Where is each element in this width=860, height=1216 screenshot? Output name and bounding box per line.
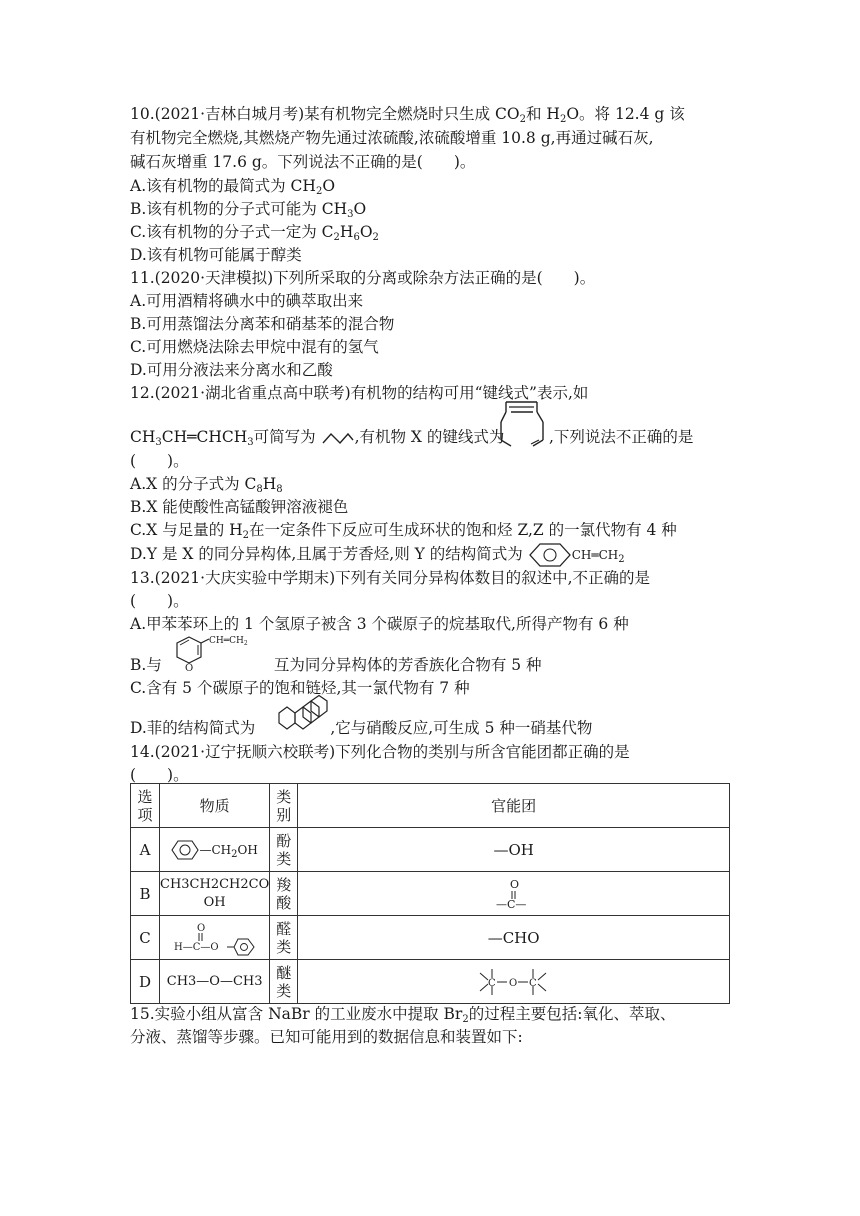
benzene-ring-icon	[171, 839, 199, 861]
q10-option-c: C.该有机物的分子式一定为 $C_2H_6O_2$	[130, 223, 379, 243]
q10-option-b: B.该有机物的分子式可能为 $CH_3O$	[130, 200, 367, 220]
q10-line3: 碱石灰增重 17.6 g。下列说法不正确的是( )。	[130, 153, 476, 171]
table-header-row	[131, 784, 730, 828]
q13-answer-paren: ( )。	[130, 592, 189, 610]
row-d-option: D	[131, 960, 160, 1004]
header-category: 类别	[270, 784, 298, 828]
row-a-option: A	[131, 828, 160, 872]
q12-option-b: B.X 能使酸性高锰酸钾溶液褪色	[130, 498, 349, 516]
svg-text:O: O	[508, 977, 517, 989]
q12-stem-line1: 12.(2021·湖北省重点高中联考)有机物的结构可用“键线式”表示,如	[130, 384, 589, 402]
header-functional-group: 官能团	[298, 784, 730, 828]
row-b-category: 羧酸	[270, 872, 298, 916]
q11-option-d: D.可用分液法来分离水和乙酸	[130, 361, 333, 379]
q12-option-d: D.Y 是 X 的同分异构体,且属于芳香烃,则 Y 的结构简式为 $CH═CH_2$	[130, 542, 625, 568]
row-c-category: 醛类	[270, 916, 298, 960]
svg-text:O: O	[196, 922, 205, 934]
benzene-ring-icon	[528, 542, 572, 568]
q13-option-d: D.菲的结构简式为 ,它与硝酸反应,可生成 5 种一硝基代物	[130, 719, 593, 737]
q12-stem-line2: $CH_3CH═CHCH_3$可简写为 ,有机物 X 的键线式为	[130, 428, 505, 448]
row-d-substance: CH3—O—CH3	[160, 960, 270, 1004]
pyran-oxygen-label: O	[185, 663, 194, 674]
q11-option-b: B.可用蒸馏法分离苯和硝基苯的混合物	[130, 315, 395, 333]
row-d-category: 醚类	[270, 960, 298, 1004]
bicyclic-diene-structure-icon	[497, 398, 549, 450]
carbonyl-group-icon	[494, 877, 534, 911]
q12-stem-line2-tail: ,下列说法不正确的是	[549, 428, 694, 446]
svg-text:C: C	[528, 977, 537, 989]
pyran-vinyl-label: $CH═CH_2$	[209, 636, 248, 647]
ether-group-icon	[474, 965, 554, 999]
q14-options-table	[130, 783, 730, 1004]
row-a-category: 酚类	[270, 828, 298, 872]
svg-text:H—C—O: H—C—O	[173, 941, 219, 953]
q13-option-b: B.与 互为同分异构体的芳香族化合物有 5 种	[130, 656, 542, 674]
q13-option-c: C.含有 5 个碳原子的饱和链烃,其一氯代物有 7 种	[130, 679, 470, 697]
svg-text:C: C	[487, 977, 496, 989]
q10-option-a: A.该有机物的最简式为 $CH_2O$	[130, 177, 336, 197]
row-c-substance	[160, 916, 270, 960]
q11-option-c: C.可用燃烧法除去甲烷中混有的氢气	[130, 338, 379, 356]
q10-option-d: D.该有机物可能属于醇类	[130, 246, 302, 264]
row-a-functional-group: —OH	[298, 828, 730, 872]
table-row	[131, 916, 730, 960]
q15-stem-line2: 分液、蒸馏等步骤。已知可能用到的数据信息和装置如下:	[130, 1028, 523, 1046]
table-row	[131, 960, 730, 1004]
zigzag-bond-line-icon	[321, 431, 355, 445]
q10-line1: 10.(2021·吉林白城月考)某有机物完全燃烧时只生成 $CO_2$和 $H_2O$。将 12.4 g 该	[130, 105, 685, 125]
row-a-substance: $—CH_2OH$	[160, 828, 270, 872]
q13-option-a: A.甲苯苯环上的 1 个氢原子被含 3 个碳原子的烷基取代,所得产物有 6 种	[130, 615, 629, 633]
q15-stem-line1: 15.实验小组从富含 NaBr 的工业废水中提取 $Br_2$的过程主要包括:氧化、萃取、	[130, 1005, 676, 1025]
q14-stem: 14.(2021·辽宁抚顺六校联考)下列化合物的类别与所含官能团都正确的是	[130, 743, 630, 761]
q10-line2: 有机物完全燃烧,其燃烧产物先通过浓硫酸,浓硫酸增重 10.8 g,再通过碱石灰,	[130, 129, 654, 147]
q11-option-a: A.可用酒精将碘水中的碘萃取出来	[130, 292, 364, 310]
q11-stem: 11.(2020·天津模拟)下列所采取的分离或除杂方法正确的是( )。	[130, 269, 596, 287]
svg-text:O: O	[509, 877, 519, 891]
q12-option-c: C.X 与足量的 $H_2$在一定条件下反应可生成环状的饱和烃 Z,Z 的一氯代物有 4 种	[130, 521, 677, 541]
phenyl-formate-structure-icon	[172, 920, 258, 956]
row-d-functional-group	[298, 960, 730, 1004]
q12-option-a: A.X 的分子式为 $C_8H_8$	[130, 475, 283, 495]
svg-text:—C—: —C—	[495, 897, 527, 911]
styrene-vinyl-fragment: $CH═CH_2$	[571, 548, 625, 565]
row-c-option: C	[131, 916, 160, 960]
q13-stem: 13.(2021·大庆实验中学期末)下列有关同分异构体数目的叙述中,不正确的是	[130, 569, 651, 587]
row-c-functional-group: —CHO	[298, 916, 730, 960]
table-row	[131, 828, 730, 872]
row-b-option: B	[131, 872, 160, 916]
header-option: 选项	[131, 784, 160, 828]
row-b-functional-group	[298, 872, 730, 916]
q12-answer-paren: ( )。	[130, 452, 189, 470]
table-row	[131, 872, 730, 916]
q14-answer-paren: ( )。	[130, 766, 189, 784]
row-b-substance: CH3CH2CH2CO OH	[160, 872, 270, 916]
header-substance: 物质	[160, 784, 270, 828]
